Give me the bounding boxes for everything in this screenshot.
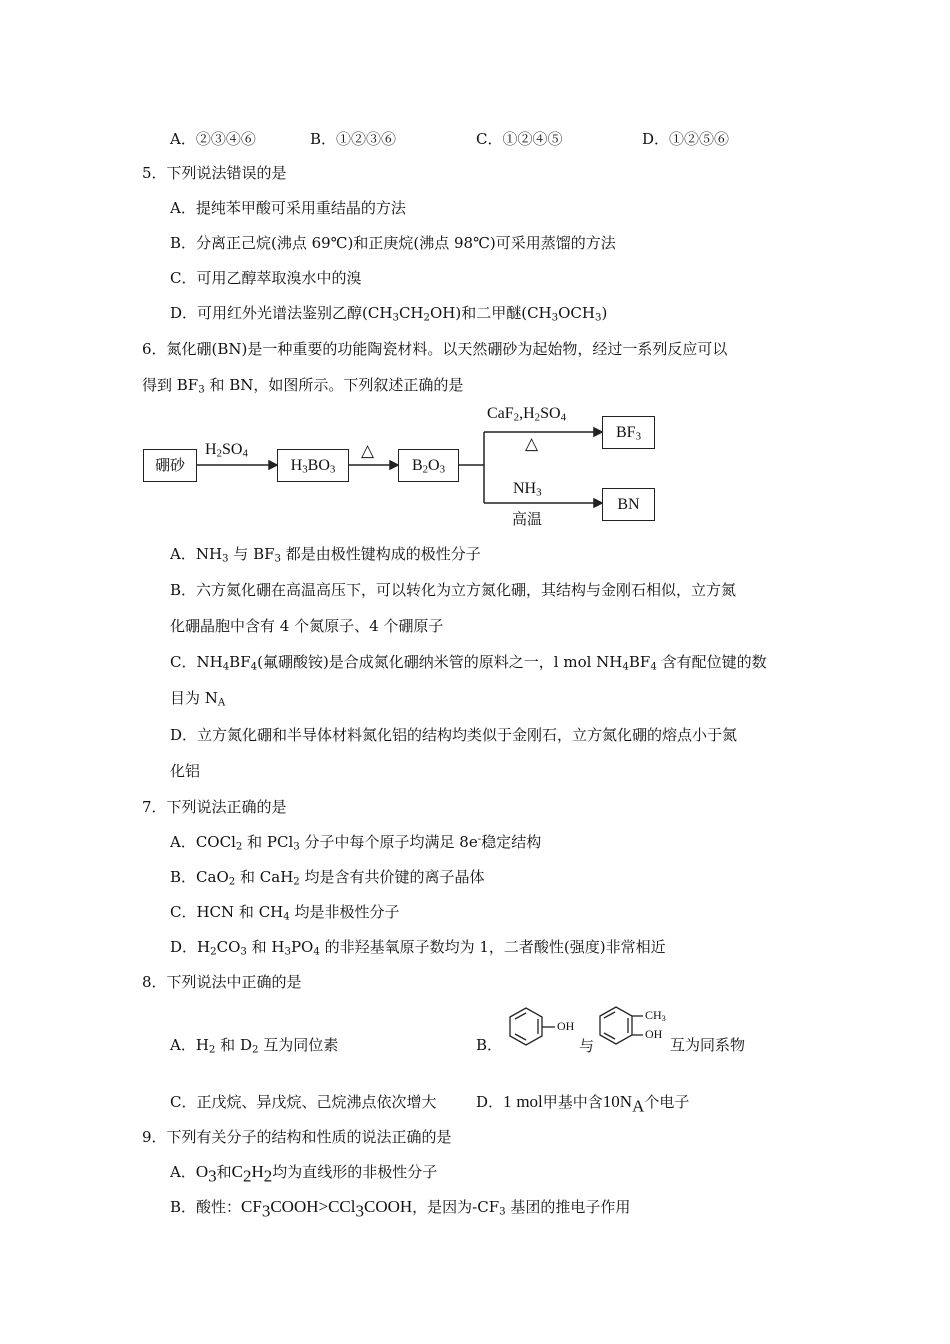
q7-option-d: D．$H_2CO_3$ 和 $H_3PO_4$ 的非羟基氧原子数均为 1，二者酸性(强度)非常相近 [170, 938, 666, 958]
q5-option-b: B．分离正己烷(沸点 69℃)和正庚烷(沸点 98℃)可采用蒸馏的方法 [170, 234, 616, 252]
q5-stem: 5．下列说法错误的是 [142, 164, 287, 182]
phenol-oh-label: OH [557, 1019, 575, 1033]
q6-option-d-line2: 化铝 [170, 762, 201, 780]
q7-stem: 7．下列说法正确的是 [142, 798, 287, 816]
q6-option-b-line2: 化硼晶胞中含有 4 个氮原子、4 个硼原子 [170, 617, 444, 635]
q7-option-c: C．HCN 和 $CH_4$ 均是非极性分子 [170, 903, 400, 923]
cresol-ring [600, 1007, 632, 1044]
q7-option-b: B．CaO$_2$ 和 CaH$_2$ 均是含有共价键的离子晶体 [170, 868, 485, 888]
q8-option-c: C．正戊烷、异戊烷、己烷沸点依次增大 [170, 1093, 437, 1111]
q6-option-c-line2: 目为 $N_A$ [170, 689, 226, 709]
q6-stem-line1: 6．氮化硼(BN)是一种重要的功能陶瓷材料。以天然硼砂为起始物，经过一系列反应可以 [142, 340, 728, 358]
cresol-oh-label: OH [645, 1027, 663, 1041]
heat-symbol-2: △ [525, 434, 539, 453]
q7-option-a: A．COCl$_2$ 和 PCl$_3$ 分子中每个原子均满足 8e-稳定结构 [170, 833, 542, 853]
q8-stem: 8．下列说法中正确的是 [142, 973, 302, 991]
q4-option-d: D．①②⑤⑥ [642, 130, 730, 148]
q9-stem: 9．下列有关分子的结构和性质的说法正确的是 [142, 1128, 452, 1146]
cresol-ch3-label: $CH_3$ [645, 1008, 666, 1024]
q6-option-a: A．$NH_3$ 与 $BF_3$ 都是由极性键构成的极性分子 [170, 545, 481, 565]
q5-option-c: C．可用乙醇萃取溴水中的溴 [170, 269, 362, 287]
q5-option-d: D．可用红外光谱法鉴别乙醇$(CH_3CH_2OH)$和二甲醚$(CH_3OCH_3)$ [170, 304, 608, 324]
q8-option-b-end: 互为同系物 [670, 1036, 746, 1054]
bn-box: BN [602, 488, 655, 521]
q6-option-d-line1: D．立方氮化硼和半导体材料氮化铝的结构均类似于金刚石，立方氮化硼的熔点小于氮 [170, 726, 738, 744]
high-temp-label: 高温 [512, 510, 543, 528]
q4-option-b: B．①②③⑥ [310, 130, 397, 148]
bf3-box: $BF_3$ [602, 416, 655, 449]
q9-option-b: B．酸性：$CF_3COOH>CCl_3COOH$，是因为$-CF_3$ 基团的推电子作用 [170, 1197, 631, 1221]
q8-with: 与 [579, 1037, 595, 1055]
q4-option-c: C．①②④⑤ [476, 130, 563, 148]
q8-option-a: A．$H_2$ 和 $D_2$ 互为同位素 [170, 1036, 339, 1056]
q5-option-a: A．提纯苯甲酸可采用重结晶的方法 [170, 199, 406, 217]
h3bo3-box: $H_3BO_3$ [277, 449, 349, 482]
h2so4-label: $H_2SO_4$ [205, 441, 248, 460]
borax-box: 硼砂 [143, 449, 197, 482]
q6-option-b-line1: B．六方氮化硼在高温高压下，可以转化为立方氮化硼，其结构与金刚石相似，立方氮 [170, 581, 737, 599]
heat-symbol: △ [361, 441, 375, 460]
q4-option-a: A．②③④⑥ [170, 130, 256, 148]
caf2-h2so4-label: $CaF_2,H_2SO_4$ [487, 405, 566, 424]
b2o3-box: $B_2O_3$ [398, 449, 459, 482]
q6-stem-line2: 得到 $BF_3$ 和 BN，如图所示。下列叙述正确的是 [142, 376, 464, 396]
q6-option-c-line1: C．$NH_4BF_4$(氟硼酸铵)是合成氮化硼纳米管的原料之一，l mol $NH_4BF_4$ 含有配位键的数 [170, 653, 767, 673]
nh3-label: $NH_3$ [513, 480, 542, 499]
q9-option-a: A．$O_3$和$C_2H_2$均为直线形的非极性分子 [170, 1162, 438, 1186]
q8-option-b-label: B． [476, 1036, 503, 1054]
q8-option-d: D．1 mol甲基中含$10N_A$个电子 [476, 1092, 690, 1116]
